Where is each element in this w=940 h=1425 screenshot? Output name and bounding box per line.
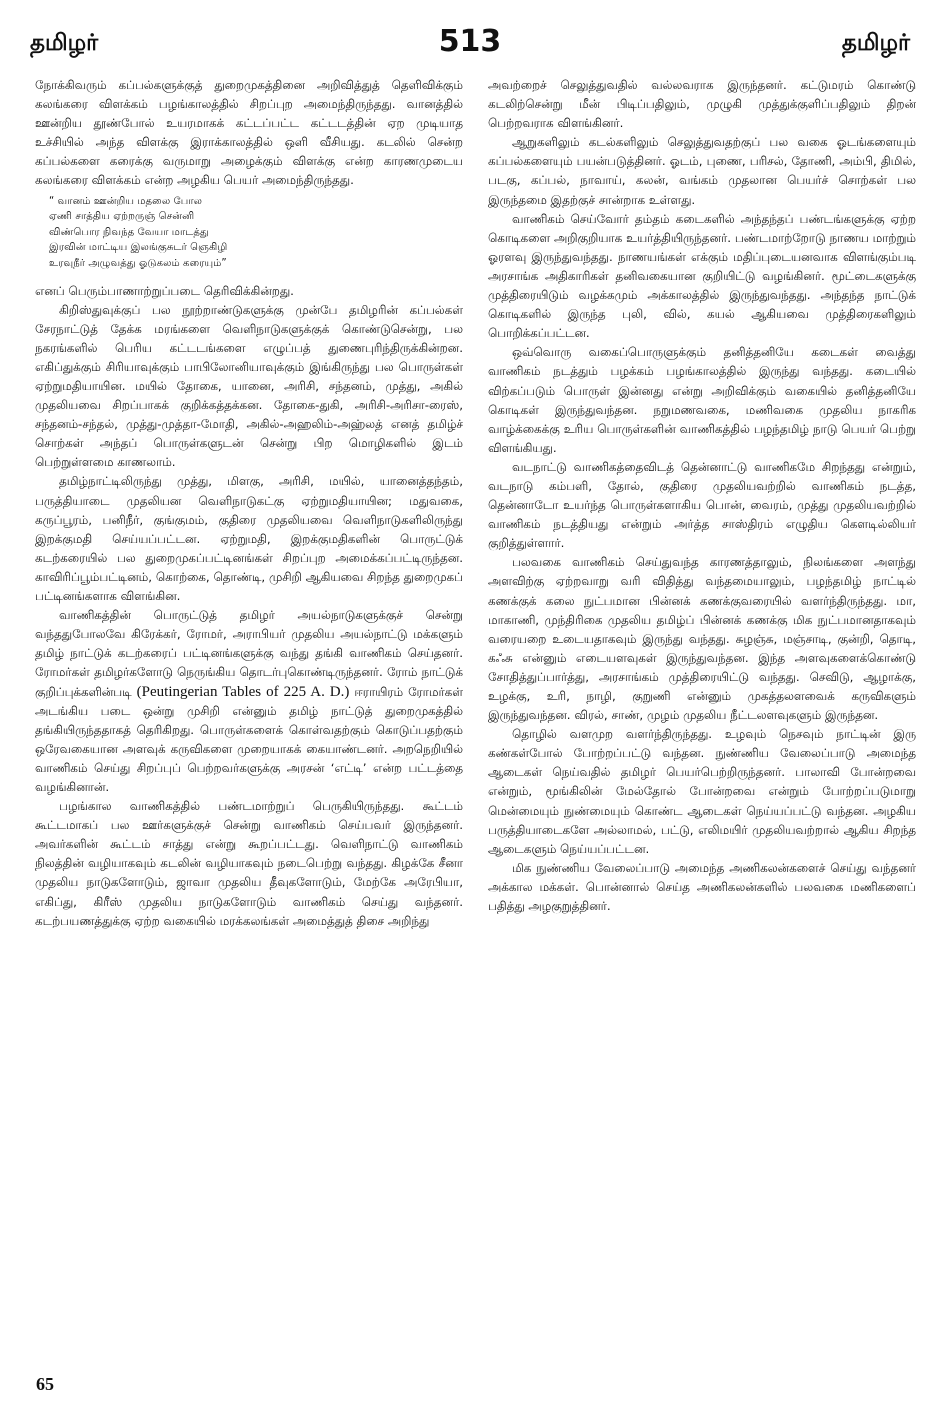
footer-page-number: 65 — [36, 1374, 54, 1394]
left-column — [35, 76, 463, 1366]
poem-line: ஏணி சாத்திய ஏற்றருஞ் சென்னி — [49, 211, 195, 223]
paragraph: பழங்கால வாணிகத்தில் பண்டமாற்றுப் பெருகியிருந்தது. கூட்டம் கூட்டமாகப் பல ஊர்களுக்குச் சென்று வாணிகம் செய்பவர் இருந்தனர். அவர்களின் கூட்டம் சாத்து என்று கூறப்பட்டது. வெளிநாட்டு வாணிகம் நிலத்தின் வழியாகவும் கடலின் வழியாகவும் நடைபெற்று வந்தது. கிழக்கே சீனா முதலிய நாடுகளோடும், ஜாவா முதலிய தீவுகளோடும், மேற்கே அரேபியா, எகிப்து, கிரீஸ் முதலிய நாடுகளோடும் வாணிகம் செய்து வந்தனர். கடற்பயணத்துக்கு ஏற்ற வகையில் மரக்கலங்கள் அமைத்துத் திசை அறிந்து — [35, 799, 463, 928]
paragraph: தொழில் வளமுற வளர்ந்திருந்தது. உழவும் நெசவும் நாட்டின் இரு கண்கள்போல் போற்றப்பட்டு வந்தன. நுண்ணிய வேலைப்பாடு அமைந்த ஆடைகள் நெய்வதில் தமிழர் பெயர்பெற்றிருந்தனர். பாலாவி போன்றவை என்றும், மூங்கிலின் மேல்தோல் போன்றவை என்றும் போற்றப்படுமாறு மென்மையும் நுண்மையும் கொண்ட ஆடைகள் நெய்யப்பட்டு வந்தன. அழகிய பருத்தியாடைகளே அல்லாமல், பட்டு, எலிமயிர் முதலியவற்றால் ஆகிய சிறந்த ஆடைகளும் நெய்யப்பட்டன. — [488, 727, 916, 856]
paragraph: பலவகை வாணிகம் செய்துவந்த காரணத்தாலும், நிலங்களை அளந்து அளவிற்கு ஏற்றவாறு வரி விதித்து வந்தமையாலும், பழந்தமிழ் நாட்டில் கணக்குக் கலை நுட்பமான பின்னக் கணக்குவரையில் வளர்ந்திருந்தது. மா, மாகாணி, முந்திரிகை முதலிய தமிழ்ப் பின்னக் கணக்கு மிக நுட்பமானதாகவும் வரையறை உடையதாகவும் இருந்து வந்தது. சுழஞ்சு, மஞ்சாடி, குன்றி, தொடி, கஃசு என்னும் எடையளவுகள் இருந்துவந்தன. இந்த அளவுகளைக்கொண்டு சோதித்துப்பார்த்து, அரசாங்கம் முத்திரையிட்டு வந்தது. செவிடு, ஆழாக்கு, உழக்கு, உரி, நாழி, குறுணி என்னும் முகத்தலளவைக் கருவிகளும் இருந்துவந்தன. விரல், சாண், முழம் முதலிய நீட்டலளவுகளும் இருந்தன. — [488, 555, 916, 723]
paragraph-text: ஈராயிரம் ரோமர்கள் அடங்கிய படை ஒன்று முசிறி என்னும் தமிழ் நாட்டுத் துறைமுகத்தில் தங்கியிருந்ததாகத் தெரிகிறது. பொருள்களைக் கொள்வதற்கும் கொடுப்பதற்கும் ஒரேவகையான அளவுக் கருவிகளை முறையாகக் கையாண்டனர். அறநெறியில் வாணிகம் செய்து சிறப்புப் பெற்றவர்களுக்கு அரசன் ‘எட்டி’ என்ற பட்டத்தை வழங்கினான். — [35, 684, 463, 794]
poem-line: இரவின் மாட்டிய இலங்குசுடர் ஞெகிழி — [49, 242, 228, 254]
paragraph: அவற்றைச் செலுத்துவதில் வல்லவராக இருந்தனர். கட்டுமரம் கொண்டு கடலிற்சென்று மீன் பிடிப்பதிலும், முழுகி முத்துக்குளிப்பதிலும் திறன் பெற்றவராக விளங்கினர். — [488, 78, 916, 131]
paragraph: வாணிகம் செய்வோர் தம்தம் கடைகளில் அந்தந்தப் பண்டங்களுக்கு ஏற்ற கொடிகளை அறிகுறியாக உயர்த்தியிருந்தனர். பண்டமாற்றோடு நாணய மாற்றும் ஓரளவு இருந்துவந்தது. நாணயங்கள் எக்கும் மதிப்புடையனவாக விளங்கும்படி அரசாங்க அதிகாரிகள் தனிவகையான குறியிட்டு வழங்கினர். மூட்டைகளுக்கு முத்திரையிடும் வழக்கமும் அக்காலத்தில் இருந்துவந்தது. அந்தந்த நாட்டுக் கொடிகளில் இருந்த புலி, வில், கயல் ஆகியவை முத்திரைகளிலும் பொறிக்கப்பட்டன. — [488, 211, 916, 341]
right-column — [488, 76, 916, 1366]
poem-line: உரவுநீர் அழுவத்து ஓடுகலம் கரையும்” — [49, 257, 227, 269]
paragraph: கிறிஸ்துவுக்குப் பல நூற்றாண்டுகளுக்கு முன்பே தமிழரின் கப்பல்கள் சேரநாட்டுத் தேக்க மரங்களை வெளிநாடுகளுக்குக் கொண்டுசென்று, பல நகரங்களில் பெரிய கட்டடங்களை எழுப்பத் துணைபுரிந்திருக்கின்றன. எகிப்துக்கும் சிரியாவுக்கும் பாபிலோனியாவுக்கும் இங்கிருந்து பல பொருள்கள் ஏற்றுமதியாயின. மயில் தோகை, யானை, அரிசி, சந்தனம், முத்து, அகில் முதலியவை சிறப்பாகக் குறிக்கத்தக்கன. தோகை-துகி, அரிசி-அரிசா-ரைஸ், சந்தனம்-சந்தல், முத்து-முத்தா-மோதி, அகில்-அஹலிம்-அஹ்லத் எனத் தமிழ்ச் சொற்கள் அந்தப் பொருள்களுடன் சென்று பிற மொழிகளில் இடம் பெற்றுள்ளமை காணலாம். — [35, 302, 463, 470]
paragraph: மிக நுண்ணிய வேலைப்பாடு அமைந்த அணிகலன்களைச் செய்து வந்தனர் அக்கால மக்கள். பொன்னால் செய்த அணிகலன்களில் பலவகை மணிகளைப் பதித்து அழகுறுத்தினர். — [488, 860, 916, 914]
poem-line: “ வானம் ஊன்றிய மதலை போல — [49, 195, 203, 207]
paragraph: தமிழ்நாட்டிலிருந்து முத்து, மிளகு, அரிசி, மயில், யானைத்தந்தம், பருத்தியாடை முதலியன வெளிநாடுகட்கு ஏற்றுமதியாயின; மதுவகை, கருப்பூரம், பனிநீர், குங்குமம், குதிரை முதலியவை வெளிநாடுகளிலிருந்து இறக்குமதி செய்யப்பட்டன. ஏற்றுமதி, இறக்குமதிகளின் பொருட்டுக் கடற்கரையில் பல துறைமுகப்பட்டினங்கள் சிறப்புற அமைக்கப்பட்டிருந்தன. காவிரிப்பூம்பட்டினம், கொற்கை, தொண்டி, முசிறி ஆகியவை சிறந்த துறைமுகப் பட்டினங்களாக விளங்கின. — [35, 474, 463, 604]
paragraph — [35, 606, 463, 797]
paragraph: எனப் பெரும்பாணாற்றுப்படை தெரிவிக்கின்றது. — [35, 283, 294, 298]
paragraph: ஆறுகளிலும் கடல்களிலும் செலுத்துவதற்குப் பல வகை ஓடங்களையும் கப்பல்களையும் பயன்படுத்தினர். ஓடம், புணை, பரிசல், தோணி, அம்பி, திமில், படகு, கப்பல், நாவாய், கலன், வங்கம் முதலான பெயர்ச் சொற்கள் பல இருந்தமை இதற்குச் சான்றாக உள்ளது. — [488, 135, 916, 207]
paragraph: ஒவ்வொரு வகைப்பொருளுக்கும் தனித்தனியே கடைகள் வைத்து வாணிகம் நடத்தும் பழக்கம் பழங்காலத்தில் இருந்து வந்தது. கடையில் விற்கப்படும் பொருள் இன்னது என்று அறிவிக்கும் வகையில் தனித்தனியே கொடிகள் இருந்துவந்தன. நறுமணவகை, மணிவகை முதலிய நாகரிக வாழ்க்கைக்கு உரிய பொருள்களின் வாணிகத்தில் பழந்தமிழ் நாடு பெயர் பெற்று விளங்கியது. — [488, 345, 916, 455]
poem-line: விண்பொர நிவந்த வேயா மாடத்து — [49, 226, 209, 238]
running-header-right: தமிழர் — [841, 30, 910, 56]
poem-quote — [49, 194, 463, 272]
paragraph: நோக்கிவரும் கப்பல்களுக்குத் துறைமுகத்தினை அறிவித்துத் தெளிவிக்கும் கலங்கரை விளக்கம் பழங்காலத்தில் சிறப்புற அமைந்திருந்தது. வானத்தில் ஊன்றிய தூண்போல் உயரமாகக் கட்டப்பட்ட கட்டடத்தின் ஏற முடியாத உச்சியில் அந்த விளக்கு இராக்காலத்தில் ஒளி வீசியது. கடலில் சென்ற கப்பல்களை கரைக்கு வருமாறு அழைக்கும் விளக்கு என்ற காரணமுடைய கலங்கரை விளக்கம் என்ற அழகிய பெயர் அமைந்திருந்தது. — [35, 78, 463, 188]
running-header-left: தமிழர் — [30, 30, 99, 56]
paragraph: வடநாட்டு வாணிகத்தைவிடத் தென்னாட்டு வாணிகமே சிறந்தது என்றும், வடநாடு கம்பளி, தோல், குதிரை முதலியவற்றில் வாணிகம் நடத்த, தென்னாடோ உயர்ந்த பொருள்களாகிய பொன், வைரம், முத்து முதலியவற்றில் வாணிகம் நடத்தியது என்றும் அர்த்த சாஸ்திரம் எழுதிய கௌடில்லியர் குறித்துள்ளார். — [488, 459, 916, 551]
page-number-header: 513 — [438, 24, 502, 59]
latin-citation: (Peutingerian Tables of 225 A. D.) — [136, 683, 350, 700]
paragraph-text: வாணிகத்தின் பொருட்டுத் தமிழர் அயல்நாடுகளுக்குச் சென்று வந்ததுபோலவே கிரேக்கர், ரோமர், அராபியர் முதலிய அயல்நாட்டு மக்களும் தமிழ் நாட்டுக் கடற்கரைப் பட்டினங்களுக்கு வந்து தங்கி வாணிகம் செய்தனர். ரோமர்கள் தமிழர்களோடு நெருங்கிய தொடர்புகொண்டிருந்தனர். ரோம் நாட்டுக் குறிப்புக்களின்படி — [35, 608, 463, 699]
